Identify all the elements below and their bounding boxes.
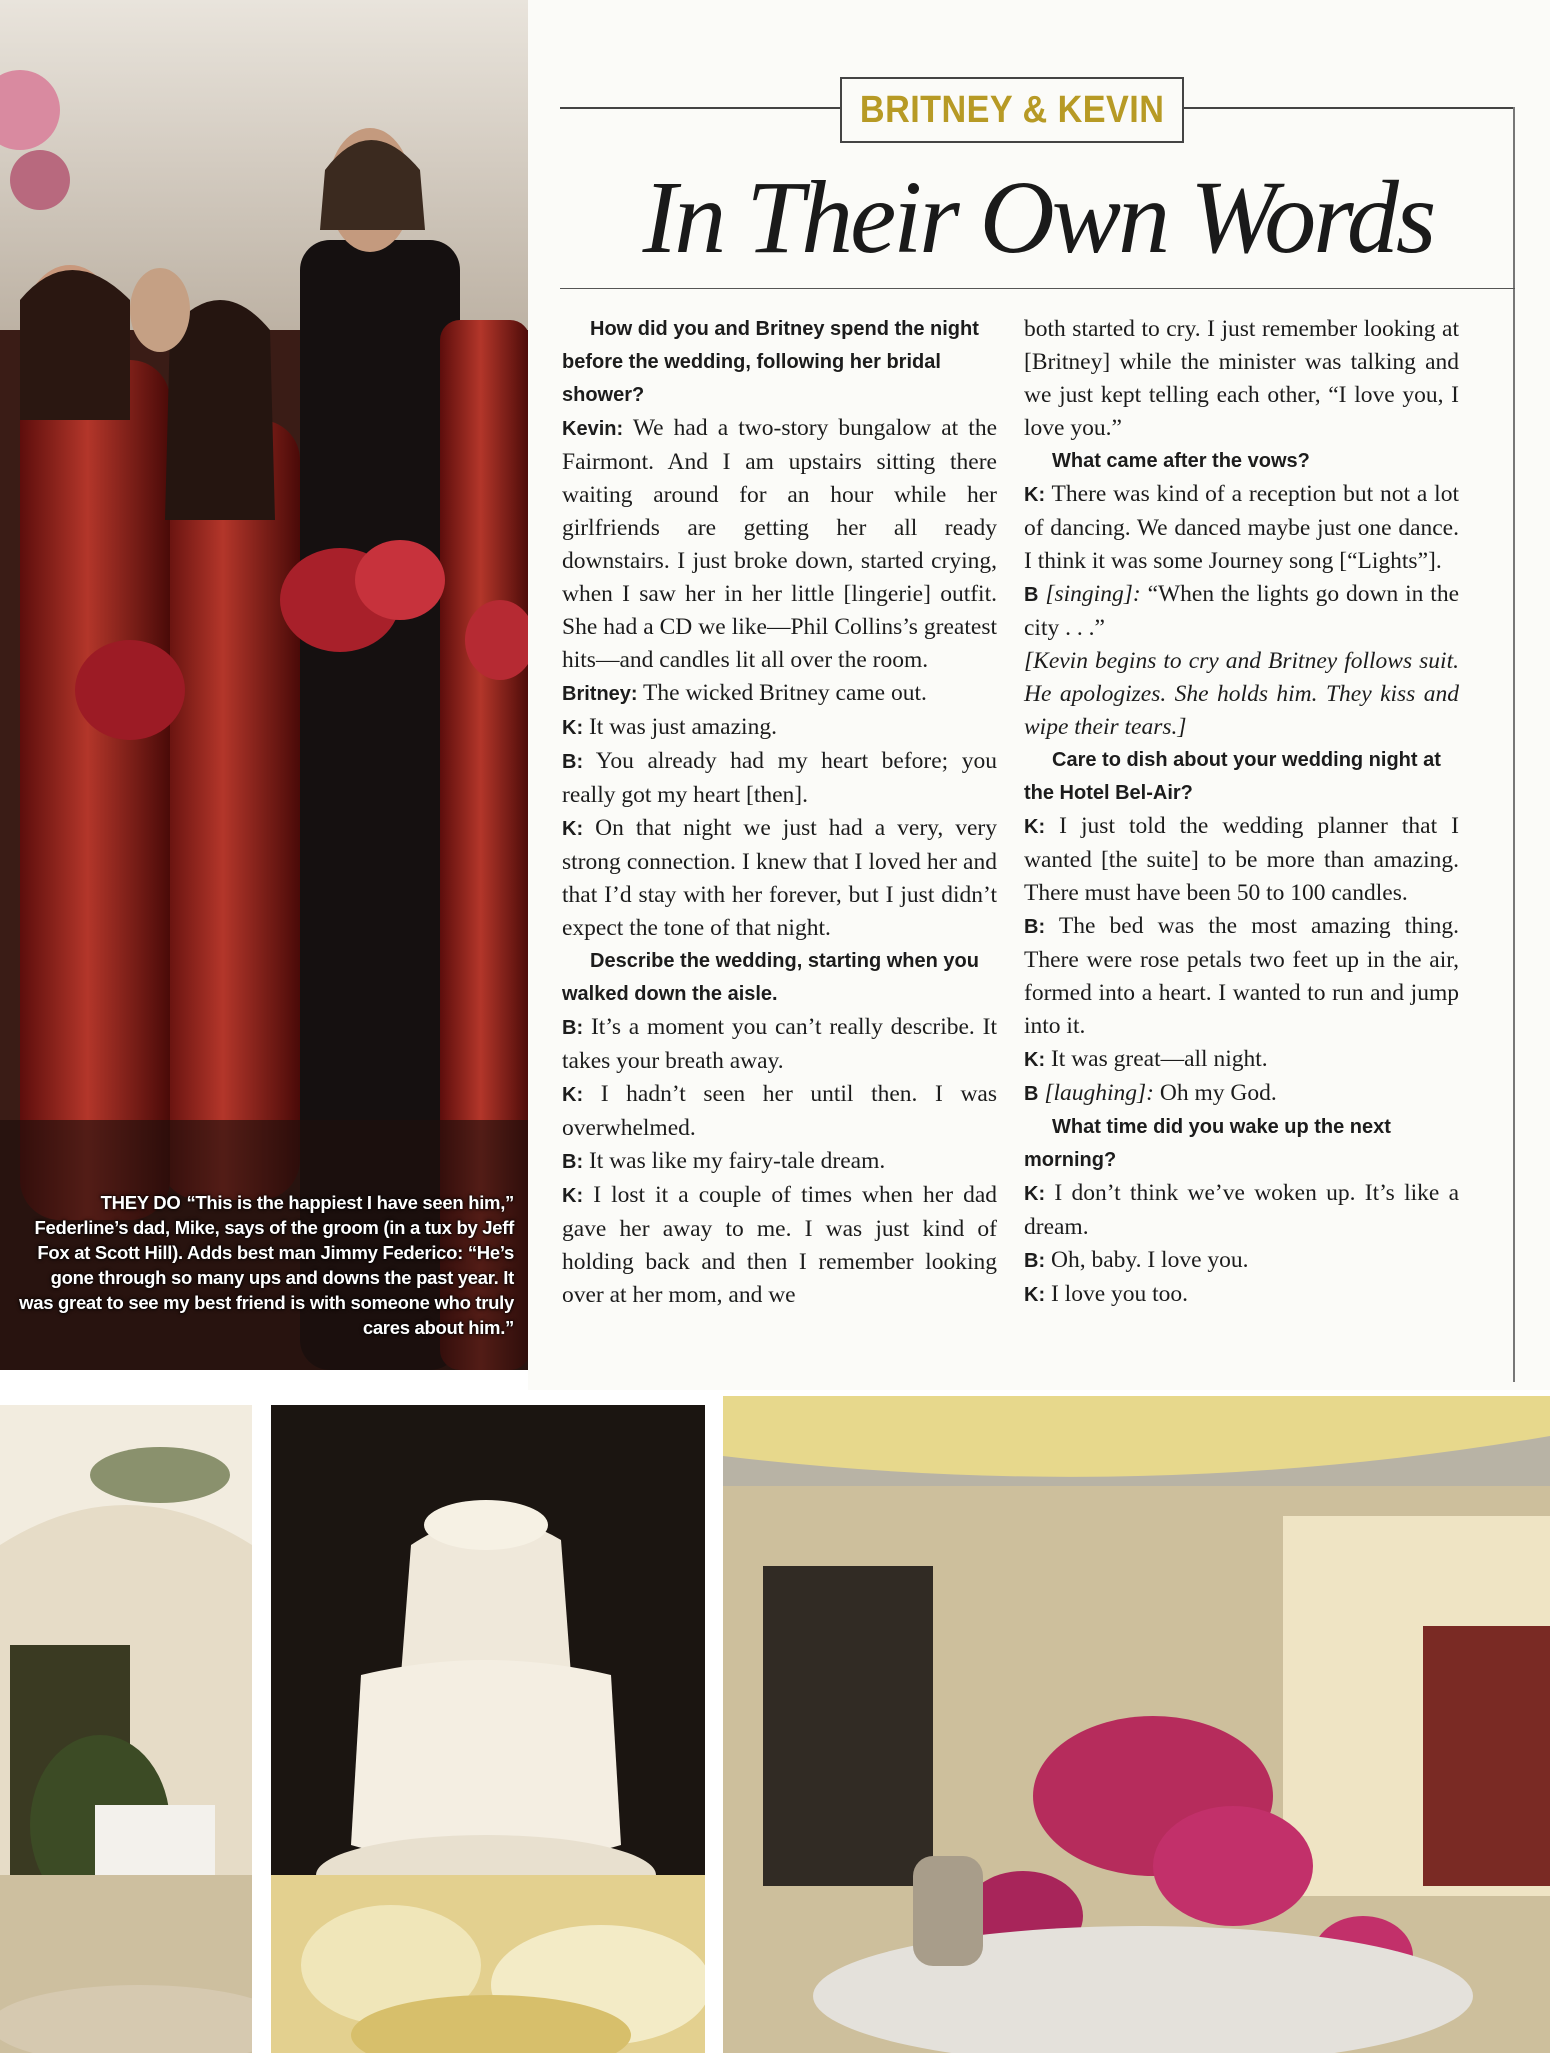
speaker: K: xyxy=(562,1084,584,1106)
speaker: K: xyxy=(562,717,584,739)
answer-text: I hadn’t seen her until then. I was overwhelmed. xyxy=(562,1081,998,1141)
answer-text: On that night we just had a very, very strong connection. I knew that I loved her and that I’d stay with her forever, but I just didn’t expect the tone of that night. xyxy=(562,815,997,941)
question: Care to dish about your wedding night at the Hotel Bel-Air? xyxy=(1024,749,1441,804)
tent-decor-photo xyxy=(0,1405,252,2053)
caption-text: “This is the happiest I have seen him,” Federline’s dad, Mike, says of the groom (in a tux by Jeff Fox at Scott Hill). Adds best man Jimmy Federico: “He’s gone through so many ups and downs the past year. It was great to see my best friend is with someone who truly cares about him.” xyxy=(19,1192,514,1338)
speaker: B xyxy=(1024,1083,1039,1105)
wedding-cake-photo xyxy=(271,1405,705,2053)
photo-caption xyxy=(14,1190,514,1340)
answer xyxy=(1024,810,1459,910)
answer xyxy=(562,1179,997,1312)
speaker: B: xyxy=(562,751,584,773)
answer-text: It was great—all night. xyxy=(1050,1046,1268,1072)
answer xyxy=(562,412,997,677)
speaker: K: xyxy=(1024,1284,1046,1306)
answer-continued: both started to cry. I just remember looking at [Britney] while the minister was talking and we just kept telling each other, “I love you, I love you.” xyxy=(1024,316,1459,441)
answer xyxy=(1024,478,1459,578)
answer-text: You already had my heart before; you really got my heart [then]. xyxy=(562,748,997,808)
answer-text: I love you too. xyxy=(1050,1281,1189,1307)
question: Describe the wedding, starting when you walked down the aisle. xyxy=(562,950,979,1005)
article xyxy=(528,0,1550,1390)
answer xyxy=(562,677,997,711)
reception-room-photo xyxy=(723,1396,1550,2053)
speaker: B: xyxy=(1024,916,1046,938)
stage-direction: [Kevin begins to cry and Britney follows suit. He apologizes. She holds him. They kiss and wipe their tears.] xyxy=(1024,648,1459,740)
answer xyxy=(562,1145,997,1179)
answer-text: The wicked Britney came out. xyxy=(643,680,927,706)
speaker: B: xyxy=(562,1151,584,1173)
wedding-party-photo xyxy=(0,0,528,1370)
speaker: Kevin: xyxy=(562,418,624,440)
answer xyxy=(562,1011,997,1078)
answer xyxy=(1024,1244,1459,1278)
stage-note: [laughing]: xyxy=(1044,1080,1155,1106)
answer xyxy=(1024,1043,1459,1077)
speaker: B: xyxy=(1024,1250,1046,1272)
speaker: K: xyxy=(562,1185,584,1207)
answer xyxy=(562,711,997,745)
answer-text: “When the lights go down in the city . . .” xyxy=(1024,581,1460,641)
question: What time did you wake up the next morning? xyxy=(1024,1116,1391,1171)
answer xyxy=(1024,910,1459,1043)
answer-text: It was just amazing. xyxy=(588,714,777,740)
speaker: K: xyxy=(1024,816,1046,838)
kicker: BRITNEY & KEVIN xyxy=(859,88,1165,131)
answer xyxy=(1024,1177,1459,1244)
speaker: K: xyxy=(1024,1183,1046,1205)
answer-text: The bed was the most amazing thing. There were rose petals two feet up in the air, formed into a heart. I wanted to run and jump into it. xyxy=(1024,913,1459,1039)
answer-text: There was kind of a reception but not a lot of dancing. We danced maybe just one dance. I think it was some Journey song [“Lights”]. xyxy=(1024,481,1459,574)
answer-text: I just told the wedding planner that I wanted [the suite] to be more than amazing. There must have been 50 to 100 candles. xyxy=(1024,813,1459,906)
answer-text: I don’t think we’ve woken up. It’s like a dream. xyxy=(1024,1180,1460,1240)
answer xyxy=(1024,1278,1459,1312)
speaker: B xyxy=(1024,584,1039,606)
caption-lead: THEY DO xyxy=(100,1192,181,1213)
answer xyxy=(562,812,997,945)
headline: In Their Own Words xyxy=(642,160,1434,275)
answer xyxy=(1024,1077,1459,1111)
right-rule xyxy=(1513,107,1515,1382)
answer-text: It was like my fairy-tale dream. xyxy=(588,1148,886,1174)
answer xyxy=(562,745,997,812)
answer xyxy=(1024,578,1459,645)
answer xyxy=(562,1078,997,1145)
stage-note: [singing]: xyxy=(1045,581,1141,607)
column-left xyxy=(562,313,997,1312)
answer-text: Oh my God. xyxy=(1159,1080,1277,1106)
answer-text: It’s a moment you can’t really describe. It takes your breath away. xyxy=(562,1014,997,1074)
speaker: K: xyxy=(562,818,584,840)
question: How did you and Britney spend the night before the wedding, following her bridal shower? xyxy=(562,318,979,406)
speaker: K: xyxy=(1024,484,1046,506)
question: What came after the vows? xyxy=(1052,450,1310,472)
answer-text: I lost it a couple of times when her dad gave her away to me. I was just kind of holding back and then I remember looking over at her mom, and we xyxy=(562,1182,998,1308)
speaker: Britney: xyxy=(562,683,638,705)
speaker: K: xyxy=(1024,1049,1046,1071)
speaker: B: xyxy=(562,1017,584,1039)
answer-text: We had a two-story bungalow at the Fairmont. And I am upstairs sitting there waiting around for an hour while her girlfriends are getting her all ready downstairs. I just broke down, started crying, when I saw her in her little [lingerie] outfit. She had a CD we like—Phil Collins’s greatest hits—and candles lit all over the room. xyxy=(562,415,997,673)
column-right xyxy=(1024,313,1459,1312)
answer-text: Oh, baby. I love you. xyxy=(1050,1247,1249,1273)
headline-rule xyxy=(560,288,1515,289)
kicker-box xyxy=(840,77,1184,143)
